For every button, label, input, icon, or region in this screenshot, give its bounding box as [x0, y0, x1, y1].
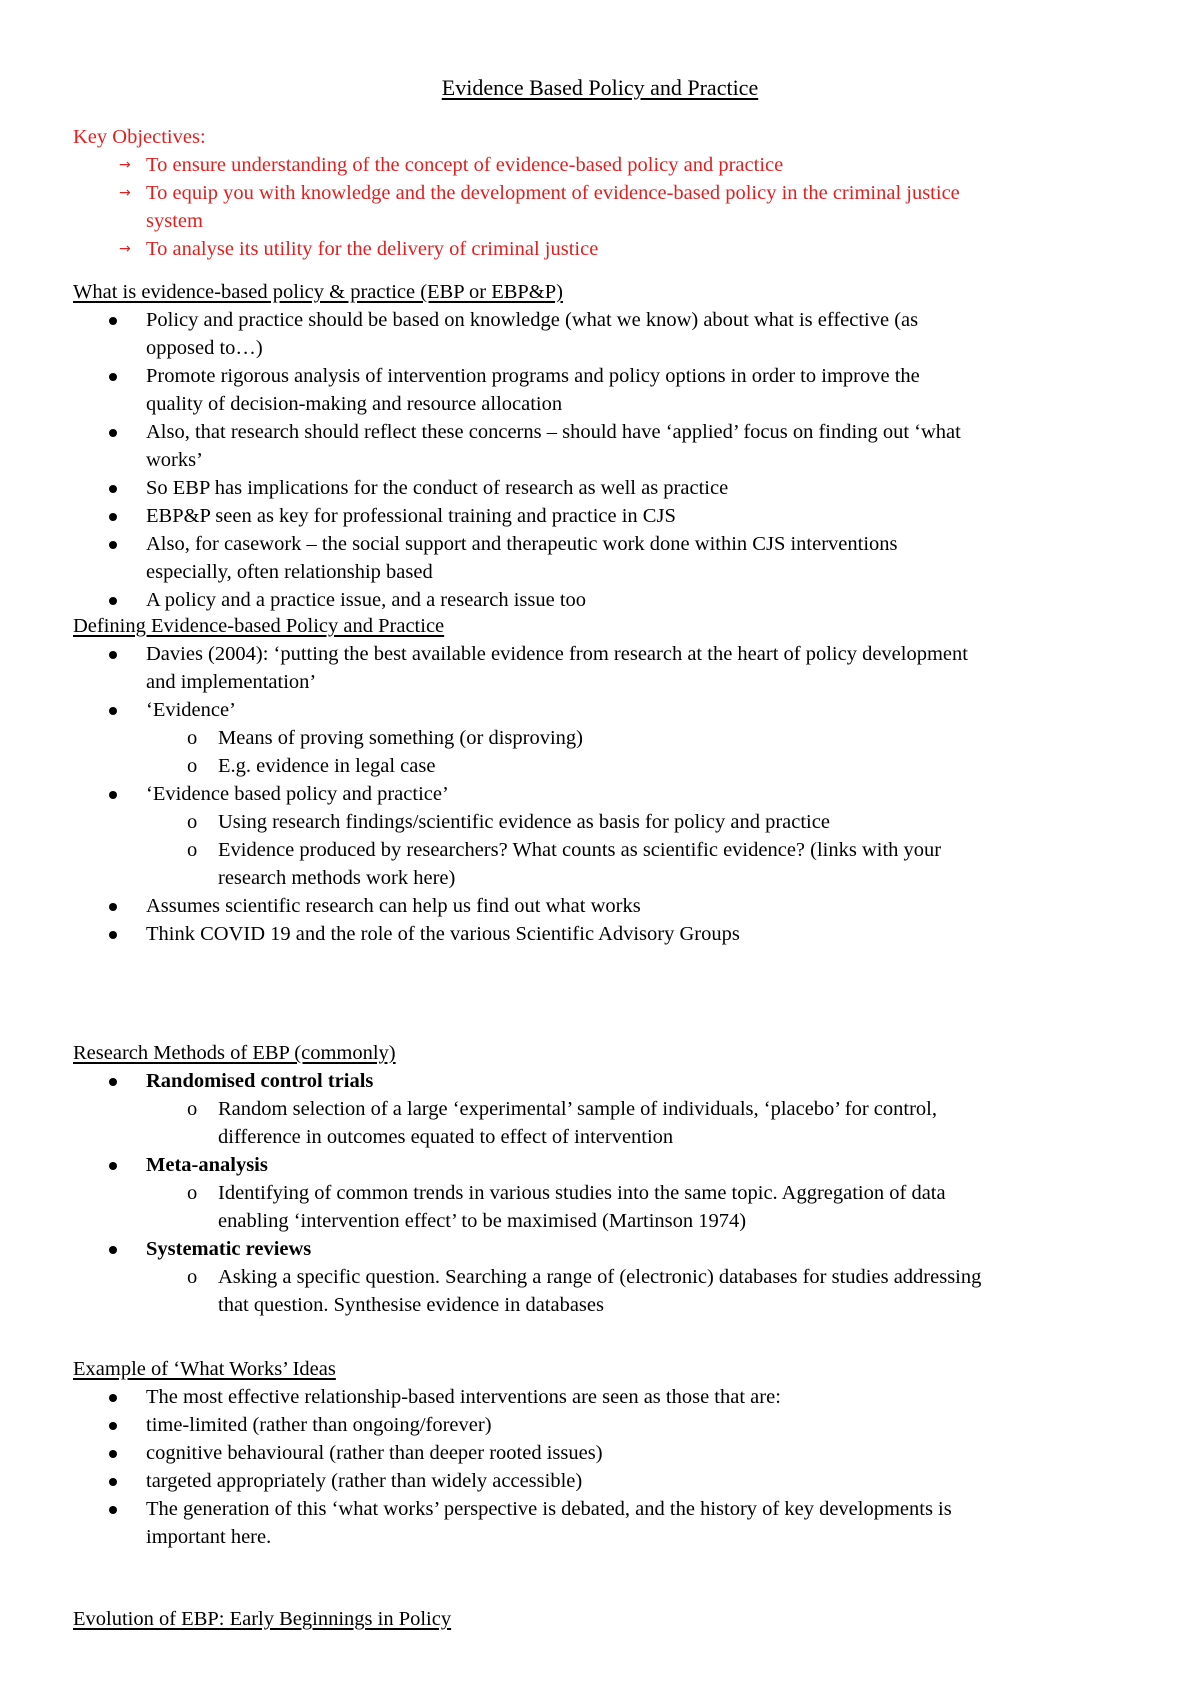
- list-item: Policy and practice should be based on knowledge (what we know) about what is effective (as opposed to…): [73, 306, 1143, 362]
- bullet-list: [73, 1067, 1143, 1095]
- circle-bullet-icon: o: [187, 1266, 198, 1288]
- objectives-heading: Key Objectives:: [73, 126, 206, 148]
- sub-list-item: o Random selection of a large ‘experimental’ sample of individuals, ‘placebo’ for control, difference in outcomes equated to effect of intervention: [73, 1095, 1143, 1151]
- bullet-icon: [109, 1478, 117, 1486]
- sub-list: [73, 1263, 1143, 1319]
- circle-bullet-icon: o: [187, 1098, 198, 1120]
- bullet-list: [73, 1383, 1143, 1551]
- circle-bullet-icon: o: [187, 839, 198, 861]
- list-item: Randomised control trials: [73, 1067, 1143, 1095]
- bullet-icon: [109, 651, 117, 659]
- sub-list-item: o Evidence produced by researchers? What counts as scientific evidence? (links with your research methods work here): [73, 836, 1143, 892]
- sub-list: [73, 1095, 1143, 1151]
- list-item: Also, that research should reflect these concerns – should have ‘applied’ focus on finding out ‘what works’: [73, 418, 1143, 474]
- bullet-list: [73, 1151, 1143, 1179]
- objectives-list: [73, 151, 1143, 263]
- list-item: Promote rigorous analysis of intervention programs and policy options in order to improve the quality of decision-making and resource allocation: [73, 362, 1143, 418]
- section-heading: Defining Evidence-based Policy and Practice: [73, 615, 445, 637]
- list-item: Systematic reviews: [73, 1235, 1143, 1263]
- objectives-section: [73, 123, 1143, 263]
- arrow-icon: →: [119, 185, 131, 201]
- list-item: ‘Evidence based policy and practice’: [73, 780, 1143, 808]
- section-what-works: [73, 1355, 1143, 1551]
- bullet-icon: [109, 791, 117, 799]
- list-item: EBP&P seen as key for professional training and practice in CJS: [73, 502, 1143, 530]
- bullet-icon: [109, 1078, 117, 1086]
- bullet-icon: [109, 513, 117, 521]
- section-heading: Example of ‘What Works’ Ideas: [73, 1358, 336, 1380]
- list-item: → To ensure understanding of the concept of evidence-based policy and practice: [73, 151, 1143, 179]
- sub-list-item: o Using research findings/scientific evidence as basis for policy and practice: [73, 808, 1143, 836]
- bullet-icon: [109, 1450, 117, 1458]
- sub-list-item: o Identifying of common trends in various studies into the same topic. Aggregation of data enabling ‘intervention effect’ to be maximised (Martinson 1974): [73, 1179, 1143, 1235]
- bullet-icon: [109, 597, 117, 605]
- arrow-icon: →: [119, 157, 131, 173]
- list-item: Think COVID 19 and the role of the various Scientific Advisory Groups: [73, 920, 1143, 948]
- bullet-icon: [109, 541, 117, 549]
- bullet-list: [73, 306, 1143, 614]
- list-item: Assumes scientific research can help us find out what works: [73, 892, 1143, 920]
- section-what-is-ebp: [73, 278, 1143, 614]
- sub-list-item: o E.g. evidence in legal case: [73, 752, 1143, 780]
- bullet-list: [73, 1235, 1143, 1263]
- list-item: Also, for casework – the social support and therapeutic work done within CJS interventions especially, often relationship based: [73, 530, 1143, 586]
- list-item: ‘Evidence’: [73, 696, 1143, 724]
- bullet-icon: [109, 1506, 117, 1514]
- circle-bullet-icon: o: [187, 727, 198, 749]
- bullet-list: [73, 892, 1143, 948]
- bullet-icon: [109, 931, 117, 939]
- sub-list-item: o Asking a specific question. Searching a range of (electronic) databases for studies addressing that question. Synthesise evidence in databases: [73, 1263, 1143, 1319]
- list-item: So EBP has implications for the conduct of research as well as practice: [73, 474, 1143, 502]
- bullet-icon: [109, 1394, 117, 1402]
- list-item: cognitive behavioural (rather than deeper rooted issues): [73, 1439, 1143, 1467]
- bullet-icon: [109, 429, 117, 437]
- page-title: Evidence Based Policy and Practice: [441, 75, 759, 100]
- section-defining-ebp: [73, 612, 1143, 948]
- section-research-methods: [73, 1039, 1143, 1319]
- circle-bullet-icon: o: [187, 1182, 198, 1204]
- bullet-icon: [109, 373, 117, 381]
- sub-list: [73, 808, 1143, 892]
- sub-list: [73, 1179, 1143, 1235]
- list-item: The most effective relationship-based interventions are seen as those that are:: [73, 1383, 1143, 1411]
- list-item: time-limited (rather than ongoing/forever): [73, 1411, 1143, 1439]
- section-heading: What is evidence-based policy & practice (EBP or EBP&P): [73, 281, 563, 303]
- list-item: Meta-analysis: [73, 1151, 1143, 1179]
- bullet-icon: [109, 707, 117, 715]
- list-item: → To analyse its utility for the delivery of criminal justice: [73, 235, 1143, 263]
- list-item: The generation of this ‘what works’ perspective is debated, and the history of key developments is important here.: [73, 1495, 1143, 1551]
- bullet-icon: [109, 317, 117, 325]
- sub-list-item: o Means of proving something (or disproving): [73, 724, 1143, 752]
- arrow-icon: →: [119, 241, 131, 257]
- bullet-icon: [109, 1162, 117, 1170]
- circle-bullet-icon: o: [187, 755, 198, 777]
- bullet-list: [73, 780, 1143, 808]
- bullet-icon: [109, 1246, 117, 1254]
- sub-list: [73, 724, 1143, 780]
- section-heading: Research Methods of EBP (commonly): [73, 1042, 396, 1064]
- list-item: A policy and a practice issue, and a research issue too: [73, 586, 1143, 614]
- bullet-icon: [109, 485, 117, 493]
- bullet-icon: [109, 1422, 117, 1430]
- circle-bullet-icon: o: [187, 811, 198, 833]
- bullet-list: [73, 640, 1143, 724]
- list-item: → To equip you with knowledge and the development of evidence-based policy in the criminal justice system: [73, 179, 1143, 235]
- bullet-icon: [109, 903, 117, 911]
- list-item: Davies (2004): ‘putting the best available evidence from research at the heart of policy development and implementation’: [73, 640, 1143, 696]
- section-evolution: [73, 1605, 1143, 1633]
- list-item: targeted appropriately (rather than widely accessible): [73, 1467, 1143, 1495]
- section-heading: Evolution of EBP: Early Beginnings in Policy: [73, 1608, 452, 1630]
